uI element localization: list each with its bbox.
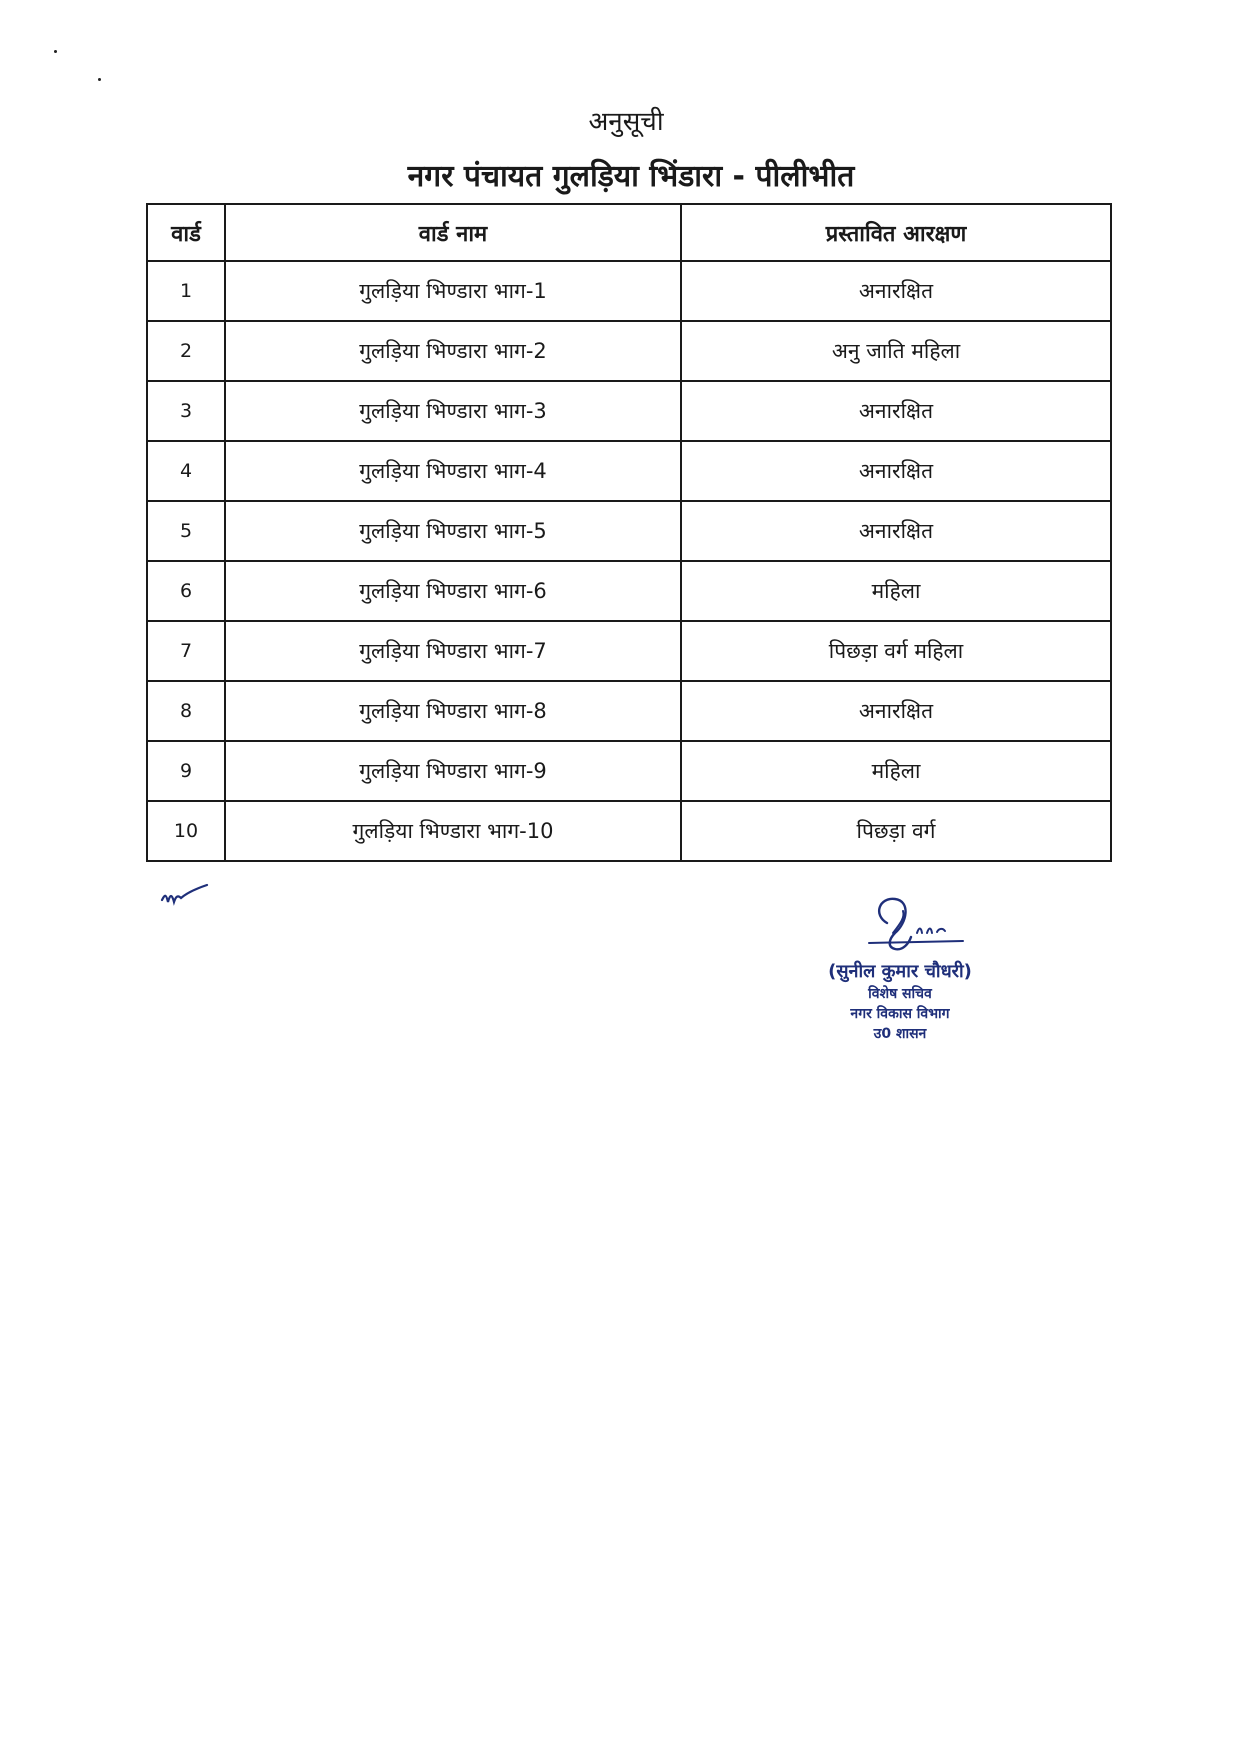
ward-name: गुलड़िया भिण्डारा भाग-9 xyxy=(225,741,681,801)
schedule-label: अनुसूची xyxy=(588,107,664,137)
table-row xyxy=(147,621,1111,681)
ward-number: 2 xyxy=(147,321,225,381)
ward-name: गुलड़िया भिण्डारा भाग-1 xyxy=(225,261,681,321)
table-row xyxy=(147,681,1111,741)
header-ward: वार्ड xyxy=(147,204,225,261)
table-row xyxy=(147,321,1111,381)
ward-number: 9 xyxy=(147,741,225,801)
ward-reservation: अनारक्षित xyxy=(681,261,1111,321)
ward-reservation: अनु जाति महिला xyxy=(681,321,1111,381)
ward-number: 10 xyxy=(147,801,225,861)
ward-number: 4 xyxy=(147,441,225,501)
ward-name: गुलड़िया भिण्डारा भाग-6 xyxy=(225,561,681,621)
ward-number: 6 xyxy=(147,561,225,621)
ward-reservation: अनारक्षित xyxy=(681,681,1111,741)
ward-reservation: अनारक्षित xyxy=(681,441,1111,501)
ward-number: 7 xyxy=(147,621,225,681)
table-row xyxy=(147,561,1111,621)
ward-reservation: महिला xyxy=(681,561,1111,621)
header-ward-name: वार्ड नाम xyxy=(225,204,681,261)
ward-name: गुलड़िया भिण्डारा भाग-7 xyxy=(225,621,681,681)
signatory-designation: विशेष सचिव xyxy=(868,986,932,1002)
document-title: नगर पंचायत गुलड़िया भिंडारा - पीलीभीत xyxy=(407,159,855,194)
table-row xyxy=(147,261,1111,321)
ward-reservation: पिछड़ा वर्ग xyxy=(681,801,1111,861)
signatory-government: उ0 शासन xyxy=(873,1026,927,1042)
table-row xyxy=(147,441,1111,501)
ward-reservation: महिला xyxy=(681,741,1111,801)
handwritten-initials xyxy=(160,882,210,910)
ward-reservation-table xyxy=(146,203,1112,862)
table-header-row xyxy=(147,204,1111,261)
ward-name: गुलड़िया भिण्डारा भाग-5 xyxy=(225,501,681,561)
header-proposed-reservation: प्रस्तावित आरक्षण xyxy=(681,204,1111,261)
ward-name: गुलड़िया भिण्डारा भाग-10 xyxy=(225,801,681,861)
signatory-block xyxy=(770,960,1030,1044)
signatory-department: नगर विकास विभाग xyxy=(850,1006,950,1022)
ward-reservation: अनारक्षित xyxy=(681,381,1111,441)
ward-name: गुलड़िया भिण्डारा भाग-8 xyxy=(225,681,681,741)
ward-name: गुलड़िया भिण्डारा भाग-3 xyxy=(225,381,681,441)
scan-speck xyxy=(98,78,101,81)
ward-number: 5 xyxy=(147,501,225,561)
ward-reservation: अनारक्षित xyxy=(681,501,1111,561)
ward-name: गुलड़िया भिण्डारा भाग-2 xyxy=(225,321,681,381)
ward-number: 1 xyxy=(147,261,225,321)
handwritten-signature xyxy=(865,893,965,957)
table-row xyxy=(147,801,1111,861)
table-row xyxy=(147,741,1111,801)
ward-number: 8 xyxy=(147,681,225,741)
signatory-name: (सुनील कुमार चौधरी) xyxy=(828,961,972,982)
scan-speck xyxy=(54,50,57,53)
table-row xyxy=(147,381,1111,441)
ward-name: गुलड़िया भिण्डारा भाग-4 xyxy=(225,441,681,501)
ward-number: 3 xyxy=(147,381,225,441)
table-row xyxy=(147,501,1111,561)
ward-reservation: पिछड़ा वर्ग महिला xyxy=(681,621,1111,681)
